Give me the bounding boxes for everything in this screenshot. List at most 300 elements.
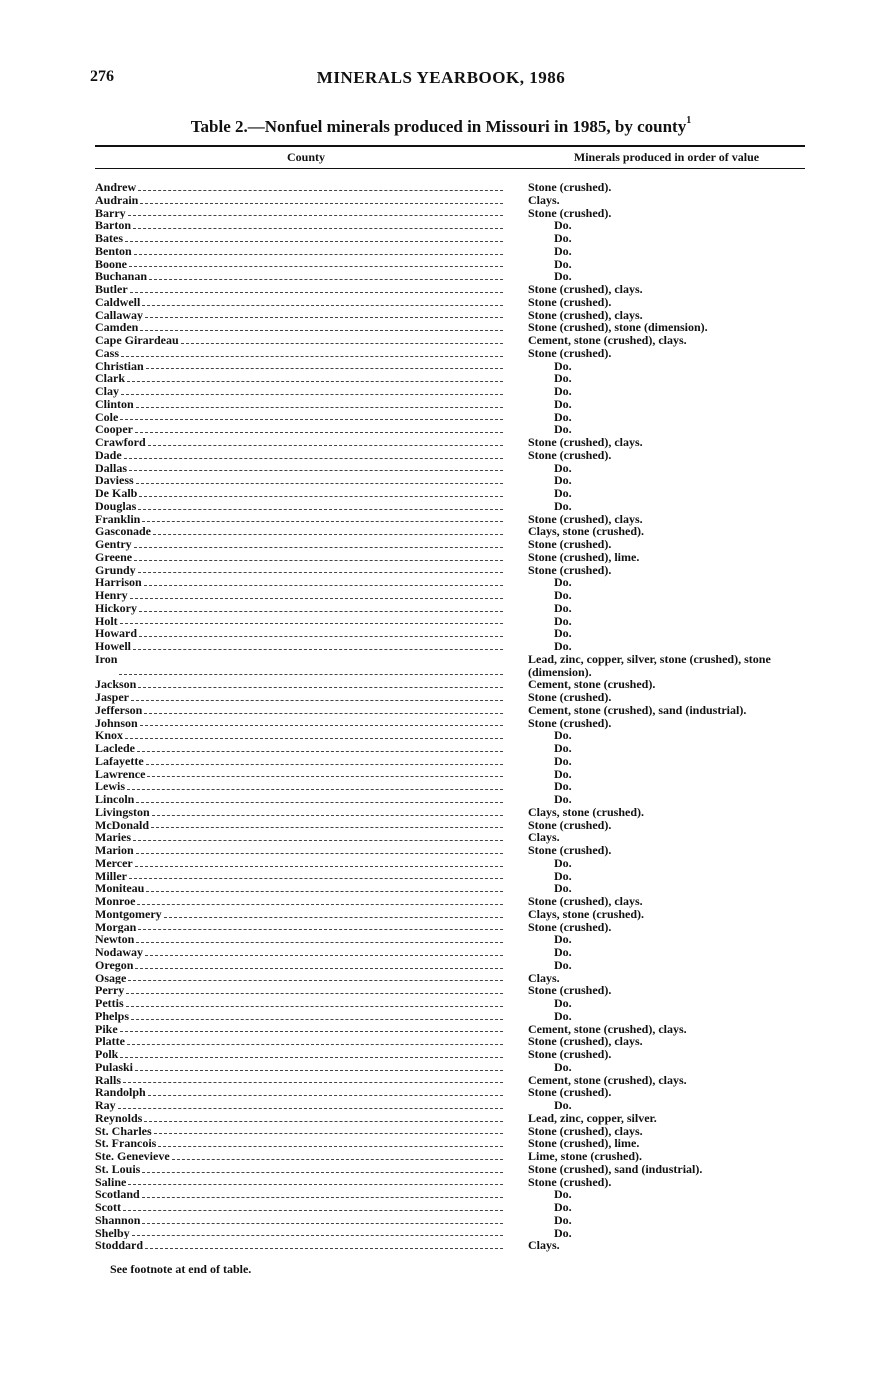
table-row — [95, 1214, 805, 1227]
county-cell — [95, 1214, 503, 1227]
county-name: Benton — [95, 244, 132, 258]
minerals-cell: Cement, stone (crushed), clays. — [528, 1072, 687, 1087]
county-cell — [95, 411, 503, 424]
dot-leader — [164, 916, 503, 918]
county-name: Shelby — [95, 1226, 130, 1240]
county-cell — [95, 1086, 503, 1099]
county-name: Andrew — [95, 181, 137, 194]
minerals-cell: Do. — [554, 1200, 572, 1214]
minerals-cell: Stone (crushed). — [528, 715, 612, 730]
table-row — [95, 564, 805, 577]
minerals-cell: Lead, zinc, copper, silver. — [528, 1110, 657, 1125]
county-cell — [95, 1239, 503, 1252]
dot-leader — [142, 1171, 503, 1173]
county-cell — [95, 372, 503, 385]
dot-leader — [138, 928, 503, 930]
county-name: Moniteau — [95, 882, 145, 895]
county-cell — [95, 882, 503, 895]
minerals-cell: Cement, stone (crushed). — [528, 677, 656, 692]
minerals-cell: Do. — [554, 881, 572, 896]
minerals-cell: Stone (crushed). — [528, 294, 612, 309]
dot-leader — [133, 648, 503, 650]
table-row — [95, 742, 805, 755]
dot-leader — [128, 1183, 503, 1185]
dot-leader — [119, 673, 503, 675]
minerals-cell: Do. — [554, 957, 572, 972]
minerals-cell: Stone (crushed). — [528, 345, 612, 360]
county-cell — [95, 895, 503, 908]
table-row — [95, 627, 805, 640]
minerals-cell: Do. — [554, 473, 572, 488]
table-row — [95, 1086, 805, 1099]
minerals-cell: Stone (crushed), clays. — [528, 307, 643, 322]
county-cell — [95, 398, 503, 411]
county-cell — [95, 933, 503, 946]
minerals-cell: Stone (crushed), clays. — [528, 894, 643, 908]
minerals-cell: Clays, stone (crushed). — [528, 524, 644, 539]
dot-leader — [120, 1030, 503, 1032]
table-row — [95, 181, 805, 194]
minerals-cell: Do. — [554, 1187, 572, 1202]
county-cell — [95, 283, 503, 296]
table-row — [95, 576, 805, 589]
minerals-cell: Do. — [554, 779, 572, 794]
table-row — [95, 525, 805, 538]
minerals-cell: Do. — [554, 600, 572, 615]
minerals-cell: Stone (crushed), clays. — [528, 282, 643, 296]
county-cell — [95, 857, 503, 870]
county-cell — [95, 564, 503, 577]
dot-leader — [142, 304, 503, 306]
county-cell — [95, 627, 503, 640]
minerals-cell: Clays. — [528, 830, 560, 845]
dot-leader — [127, 380, 503, 382]
dot-leader — [146, 367, 503, 369]
table-row — [95, 232, 805, 245]
county-name: Camden — [95, 321, 139, 334]
county-name: Clinton — [95, 397, 134, 411]
table-row — [95, 487, 805, 500]
county-cell — [95, 870, 503, 883]
county-cell — [95, 423, 503, 436]
dot-leader — [136, 941, 503, 943]
county-cell — [95, 844, 503, 857]
county-cell — [95, 691, 503, 704]
county-cell — [95, 1035, 503, 1048]
table-row — [95, 360, 805, 373]
minerals-cell: Do. — [554, 384, 572, 398]
minerals-cell: Stone (crushed). — [528, 843, 612, 857]
dot-leader — [149, 278, 503, 280]
table-row — [95, 500, 805, 513]
county-name: McDonald — [95, 818, 149, 832]
dot-leader — [134, 559, 503, 561]
table-row — [95, 615, 805, 628]
county-name: Scott — [95, 1201, 121, 1214]
dot-leader — [124, 457, 503, 459]
table-row — [95, 1074, 805, 1087]
minerals-cell: Do. — [554, 855, 572, 870]
county-name: Cape Girardeau — [95, 334, 179, 347]
county-name: Gentry — [95, 538, 132, 551]
county-cell — [95, 385, 503, 398]
minerals-cell: Do. — [554, 575, 572, 590]
minerals-cell: Do. — [554, 460, 572, 475]
county-cell — [95, 793, 503, 806]
county-cell — [95, 921, 503, 934]
table-row — [95, 1201, 805, 1214]
county-name: Howell — [95, 640, 131, 653]
county-cell — [95, 309, 503, 322]
county-name: Boone — [95, 257, 128, 271]
county-name: St. Charles — [95, 1124, 152, 1138]
dot-leader — [134, 253, 503, 255]
page-number: 276 — [90, 68, 114, 85]
table-row — [95, 780, 805, 793]
dot-leader — [136, 482, 503, 484]
table-row — [95, 844, 805, 857]
table-row — [95, 640, 805, 653]
county-name: Bates — [95, 232, 123, 245]
dot-leader — [121, 393, 503, 395]
minerals-cell: Do. — [554, 269, 572, 284]
table-row — [95, 755, 805, 768]
minerals-cell: Stone (crushed). — [528, 537, 612, 551]
county-name: St. Louis — [95, 1162, 141, 1176]
county-name: Cole — [95, 410, 119, 424]
dot-leader — [151, 826, 503, 828]
table-row — [95, 372, 805, 385]
table-row — [95, 793, 805, 806]
table-row — [95, 819, 805, 832]
county-cell — [95, 717, 503, 730]
minerals-cell: Do. — [554, 256, 572, 271]
county-cell — [95, 1150, 503, 1163]
minerals-cell: Clays. — [528, 970, 560, 985]
minerals-cell: Stone (crushed), clays. — [528, 1034, 643, 1049]
dot-leader — [125, 737, 503, 739]
dot-leader — [131, 1018, 503, 1020]
table-row — [95, 411, 805, 424]
table-row — [95, 882, 805, 895]
county-cell — [95, 1023, 503, 1036]
table-row — [95, 245, 805, 258]
dot-leader — [145, 954, 503, 956]
county-name: Audrain — [95, 193, 139, 207]
county-cell — [95, 347, 503, 360]
dot-leader — [154, 1132, 503, 1134]
dot-leader — [158, 1145, 503, 1147]
county-cell — [95, 742, 503, 755]
county-cell — [95, 831, 503, 844]
county-name: Perry — [95, 984, 125, 997]
county-name: Franklin — [95, 512, 141, 526]
minerals-cell: Stone (crushed), lime. — [528, 549, 640, 564]
table-row — [95, 997, 805, 1010]
county-cell — [95, 232, 503, 245]
county-cell — [95, 258, 503, 271]
county-cell — [95, 959, 503, 972]
county-name: Hickory — [95, 601, 137, 615]
table-top-rule — [95, 145, 805, 147]
county-name: Livingston — [95, 805, 150, 819]
dot-leader — [120, 622, 503, 624]
table-row — [95, 1188, 805, 1201]
county-name: Caldwell — [95, 295, 141, 309]
dot-leader — [129, 877, 503, 879]
table-row — [95, 1137, 805, 1150]
dot-leader — [135, 865, 503, 867]
dot-leader — [142, 520, 503, 522]
minerals-cell: Do. — [554, 613, 572, 628]
table-row — [95, 1099, 805, 1112]
county-cell — [95, 768, 503, 781]
minerals-cell: Stone (crushed). — [528, 1085, 612, 1100]
county-cell — [95, 1163, 503, 1176]
county-cell — [95, 462, 503, 475]
county-name: Laclede — [95, 742, 135, 755]
minerals-cell: Do. — [554, 728, 572, 743]
dot-leader — [129, 469, 503, 471]
table-row — [95, 1176, 805, 1189]
minerals-cell: Do. — [554, 945, 572, 959]
county-name: Buchanan — [95, 270, 148, 283]
county-cell — [95, 1227, 503, 1240]
county-cell — [95, 1188, 503, 1201]
dot-leader — [135, 1069, 503, 1071]
minerals-cell: Do. — [554, 766, 572, 781]
county-cell — [95, 245, 503, 258]
county-name: Greene — [95, 550, 133, 564]
county-cell — [95, 755, 503, 768]
county-name: Crawford — [95, 436, 146, 449]
dot-leader — [127, 1043, 503, 1045]
dot-leader — [147, 775, 503, 777]
minerals-cell: Do. — [554, 422, 572, 437]
dot-leader — [130, 597, 503, 599]
minerals-cell: Do. — [554, 243, 572, 258]
dot-leader — [142, 1196, 503, 1198]
county-cell — [95, 780, 503, 793]
minerals-cell: Do. — [554, 358, 572, 373]
minerals-cell: Do. — [554, 741, 572, 755]
county-cell — [95, 436, 503, 449]
minerals-cell: Do. — [554, 996, 572, 1010]
dot-leader — [139, 495, 503, 497]
minerals-cell: Do. — [554, 218, 572, 233]
minerals-cell: Do. — [554, 231, 572, 245]
minerals-cell: Stone (crushed). — [528, 983, 612, 998]
county-cell — [95, 1176, 503, 1189]
county-name: Jefferson — [95, 703, 143, 717]
county-cell — [95, 653, 503, 679]
dot-leader — [138, 508, 503, 510]
minerals-cell: Do. — [554, 486, 572, 500]
county-name: Jasper — [95, 691, 129, 704]
column-header-minerals: Minerals produced in order of value — [573, 150, 760, 164]
county-cell — [95, 1201, 503, 1214]
dot-leader — [139, 610, 503, 612]
county-name: Lewis — [95, 780, 125, 793]
county-name: Henry — [95, 589, 128, 602]
county-name: Platte — [95, 1035, 125, 1048]
county-name: Callaway — [95, 308, 143, 322]
county-cell — [95, 678, 503, 691]
county-name: Butler — [95, 283, 128, 296]
dot-leader — [148, 1094, 503, 1096]
dot-leader — [121, 355, 503, 357]
table-row — [95, 946, 805, 959]
county-name: Scotland — [95, 1188, 140, 1201]
dot-leader — [123, 1081, 503, 1083]
county-name: Lafayette — [95, 754, 144, 768]
county-cell — [95, 1010, 503, 1023]
minerals-cell: Lead, zinc, copper, silver, stone (crushed), stone (dimension). — [528, 651, 771, 679]
county-name: Pike — [95, 1022, 118, 1036]
table-row — [95, 474, 805, 487]
table-row — [95, 347, 805, 360]
county-cell — [95, 334, 503, 347]
table-row — [95, 334, 805, 347]
dot-leader — [120, 418, 503, 420]
footnote: See footnote at end of table. — [110, 1262, 252, 1276]
county-name: Dallas — [95, 461, 128, 475]
county-name: Johnson — [95, 716, 138, 730]
county-cell — [95, 972, 503, 985]
county-name: Montgomery — [95, 907, 162, 921]
minerals-cell: Stone (crushed), clays. — [528, 1123, 643, 1138]
dot-leader — [126, 992, 503, 994]
minerals-cell: Do. — [554, 626, 572, 641]
county-name: Clay — [95, 385, 119, 398]
county-name: Ralls — [95, 1073, 122, 1087]
minerals-cell: Stone (crushed), lime. — [528, 1136, 640, 1151]
table-row — [95, 959, 805, 972]
county-cell — [95, 615, 503, 628]
county-name: Nodaway — [95, 946, 144, 959]
dot-leader — [181, 342, 503, 344]
table-row — [95, 602, 805, 615]
county-name: Dade — [95, 448, 122, 462]
county-cell — [95, 525, 503, 538]
minerals-cell: Do. — [554, 1008, 572, 1023]
dot-leader — [146, 890, 503, 892]
table-row — [95, 1023, 805, 1036]
table-row — [95, 321, 805, 334]
dot-leader — [145, 1247, 503, 1249]
minerals-cell: Stone (crushed). — [528, 919, 612, 934]
dot-leader — [153, 533, 503, 535]
table-row — [95, 207, 805, 220]
county-cell — [95, 908, 503, 921]
table-row — [95, 1112, 805, 1125]
table-row — [95, 691, 805, 704]
county-name: Osage — [95, 971, 127, 985]
dot-leader — [138, 571, 503, 573]
minerals-cell: Stone (crushed). — [528, 817, 612, 832]
table-row — [95, 984, 805, 997]
county-name: Lawrence — [95, 767, 146, 781]
table-row — [95, 219, 805, 232]
dot-leader — [118, 1107, 503, 1109]
minerals-cell: Do. — [554, 792, 572, 806]
column-header-county: County — [286, 150, 325, 164]
county-cell — [95, 270, 503, 283]
table-row — [95, 972, 805, 985]
table-row — [95, 1150, 805, 1163]
county-name: Douglas — [95, 499, 137, 513]
county-name: Knox — [95, 729, 124, 742]
county-cell — [95, 806, 503, 819]
table-title-note-marker: 1 — [686, 115, 692, 126]
minerals-cell: Do. — [554, 1098, 572, 1112]
minerals-cell: Clays, stone (crushed). — [528, 804, 644, 819]
dot-leader — [140, 329, 503, 331]
dot-leader — [144, 1120, 503, 1122]
county-name: Polk — [95, 1048, 119, 1061]
table-row — [95, 270, 805, 283]
table-row — [95, 436, 805, 449]
county-name: Morgan — [95, 920, 137, 934]
county-name: Maries — [95, 831, 131, 844]
county-name: Shannon — [95, 1213, 141, 1227]
county-name: Christian — [95, 359, 144, 373]
minerals-cell: Stone (crushed). — [528, 205, 612, 220]
dot-leader — [138, 686, 503, 688]
dot-leader — [134, 546, 503, 548]
county-name: Pulaski — [95, 1060, 134, 1074]
table-title — [0, 117, 882, 137]
county-name: Newton — [95, 933, 135, 946]
county-name: Gasconade — [95, 525, 152, 538]
dot-leader — [137, 903, 503, 905]
county-cell — [95, 538, 503, 551]
minerals-cell: Do. — [554, 1212, 572, 1227]
county-cell — [95, 487, 503, 500]
county-name: Marion — [95, 844, 134, 857]
table-row — [95, 551, 805, 564]
table-row — [95, 729, 805, 742]
county-cell — [95, 729, 503, 742]
minerals-cell: Cement, stone (crushed), sand (industrial). — [528, 702, 747, 717]
county-name: Mercer — [95, 856, 133, 870]
county-cell — [95, 513, 503, 526]
county-name: Barry — [95, 206, 126, 220]
dot-leader — [140, 202, 503, 204]
minerals-cell: Do. — [554, 409, 572, 424]
table-row — [95, 653, 805, 679]
county-name: Pettis — [95, 997, 124, 1010]
dot-leader — [128, 979, 503, 981]
county-name: Cooper — [95, 423, 133, 436]
table-row — [95, 678, 805, 691]
dot-leader — [142, 1222, 503, 1224]
minerals-cell: Stone (crushed), stone (dimension). — [528, 320, 708, 335]
dot-leader — [123, 1209, 503, 1211]
dot-leader — [135, 431, 503, 433]
county-cell — [95, 551, 503, 564]
dot-leader — [146, 763, 503, 765]
table-row — [95, 806, 805, 819]
minerals-cell: Do. — [554, 639, 572, 653]
minerals-cell: Stone (crushed). — [528, 1047, 612, 1061]
county-cell — [95, 181, 503, 194]
table-row — [95, 831, 805, 844]
table-row — [95, 921, 805, 934]
county-cell — [95, 997, 503, 1010]
table-row — [95, 895, 805, 908]
table-row — [95, 1125, 805, 1138]
